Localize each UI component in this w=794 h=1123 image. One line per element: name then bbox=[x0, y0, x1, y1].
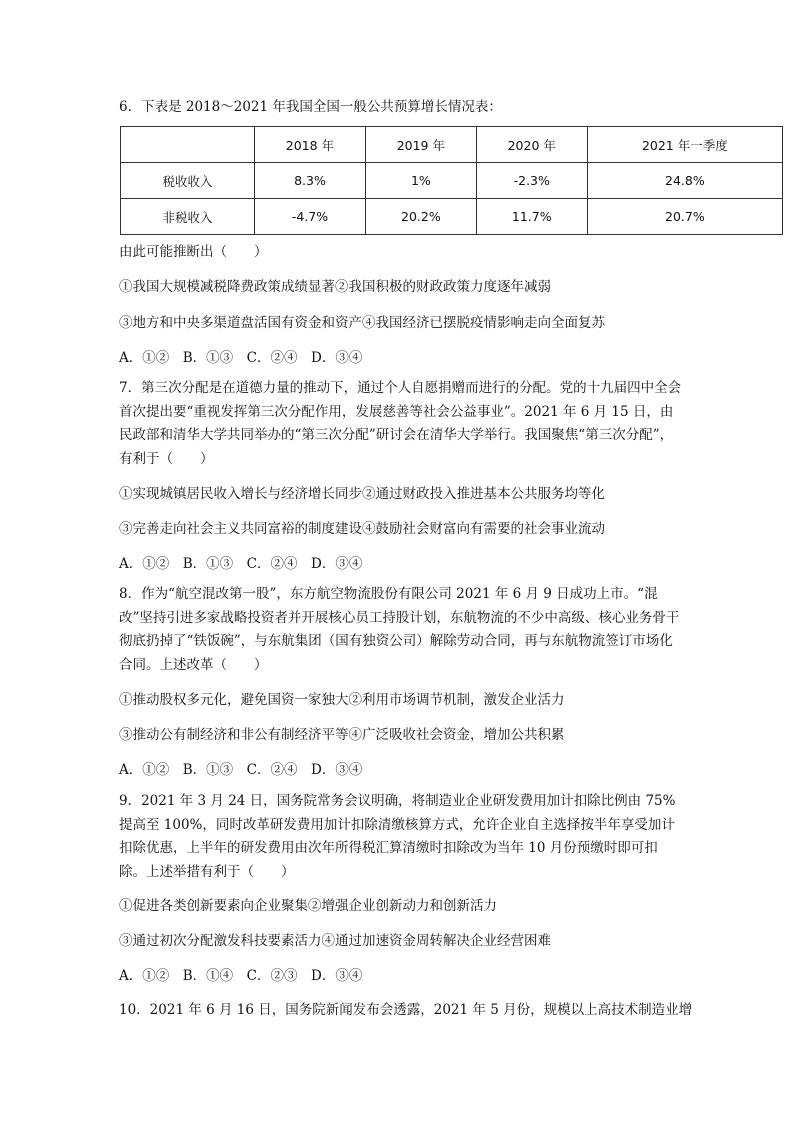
column-header: 2021 年一季度 bbox=[587, 127, 782, 163]
table-cell: 20.2% bbox=[365, 199, 476, 235]
q8-option-line-1: ①推动股权多元化，避免国资一家独大②利用市场调节机制，激发企业活力 bbox=[119, 692, 565, 708]
table-row bbox=[121, 163, 783, 199]
q8-answer-choices: A．①② B．①③ C．②④ D．③④ bbox=[119, 762, 363, 778]
q6-question: 由此可能推断出（ ） bbox=[119, 244, 268, 260]
q9-answer-choices: A．①② B．①④ C．②③ D．③④ bbox=[119, 968, 363, 984]
q8-stem: 8．作为“航空混改第一股”，东方航空物流股份有限公司 2021 年 6 月 9 日成功上市。“混改”坚持引进多家战略投资者并开展核心员工持股计划，东航物流的不少中高级、核心业务骨干彻底扔掉了“铁饭碗”，与东航集团（国有独资公司）解除劳动合同，再与东航物流签订市场化合同。上述改革（ ） bbox=[119, 586, 680, 673]
table-cell: 11.7% bbox=[476, 199, 587, 235]
row-label: 税收收入 bbox=[121, 163, 255, 199]
table-cell: 20.7% bbox=[587, 199, 782, 235]
column-header: 2019 年 bbox=[365, 127, 476, 163]
table-corner-cell bbox=[121, 127, 255, 163]
q8-option-line-2: ③推动公有制经济和非公有制经济平等④广泛吸收社会资金，增加公共积累 bbox=[119, 727, 565, 743]
q6-answer-choices: A．①② B．①③ C．②④ D．③④ bbox=[119, 350, 363, 366]
table-cell: 24.8% bbox=[587, 163, 782, 199]
column-header: 2018 年 bbox=[255, 127, 366, 163]
q9-option-line-2: ③通过初次分配激发科技要素活力④通过加速资金周转解决企业经营困难 bbox=[119, 933, 551, 949]
table-cell: 1% bbox=[365, 163, 476, 199]
q6-stem: 6．下表是 2018～2021 年我国全国一般公共预算增长情况表： bbox=[119, 99, 502, 115]
table-row bbox=[121, 199, 783, 235]
budget-growth-table bbox=[120, 126, 783, 235]
q7-option-line-1: ①实现城镇居民收入增长与经济增长同步②通过财政投入推进基本公共服务均等化 bbox=[119, 486, 605, 502]
table-cell: -2.3% bbox=[476, 163, 587, 199]
table-header-row bbox=[121, 127, 783, 163]
q9-stem: 9．2021 年 3 月 24 日，国务院常务会议明确，将制造业企业研发费用加计扣除比例由 75%提高至 100%，同时改革研发费用加计扣除清缴核算方式，允许企业自主选择按半年享受加计扣除优惠，上半年的研发费用由次年所得税汇算清缴时扣除改为当年 10 月份预缴时即可扣除。上述举措有利于（ ） bbox=[119, 793, 676, 880]
table-cell: 8.3% bbox=[255, 163, 366, 199]
q6-option-line-2: ③地方和中央多渠道盘活国有资金和资产④我国经济已摆脱疫情影响走向全面复苏 bbox=[119, 315, 605, 331]
q10-stem: 10．2021 年 6 月 16 日，国务院新闻发布会透露，2021 年 5 月份，规模以上高技术制造业增 bbox=[119, 1002, 693, 1018]
table-cell: -4.7% bbox=[255, 199, 366, 235]
q7-stem: 7．第三次分配是在道德力量的推动下，通过个人自愿捐赠而进行的分配。党的十九届四中全会首次提出要“重视发挥第三次分配作用，发展慈善等社会公益事业”。2021 年 6 月 15 日，由民政部和清华大学共同举办的“第三次分配”研讨会在清华大学举行。我国聚焦“第三次分配”，有利于（ ） bbox=[119, 380, 682, 467]
column-header: 2020 年 bbox=[476, 127, 587, 163]
q6-option-line-1: ①我国大规模减税降费政策成绩显著②我国积极的财政政策力度逐年减弱 bbox=[119, 279, 551, 295]
q9-option-line-1: ①促进各类创新要素向企业聚集②增强企业创新动力和创新活力 bbox=[119, 898, 497, 914]
q7-option-line-2: ③完善走向社会主义共同富裕的制度建设④鼓励社会财富向有需要的社会事业流动 bbox=[119, 521, 605, 537]
q7-answer-choices: A．①② B．①③ C．②④ D．③④ bbox=[119, 556, 363, 572]
row-label: 非税收入 bbox=[121, 199, 255, 235]
